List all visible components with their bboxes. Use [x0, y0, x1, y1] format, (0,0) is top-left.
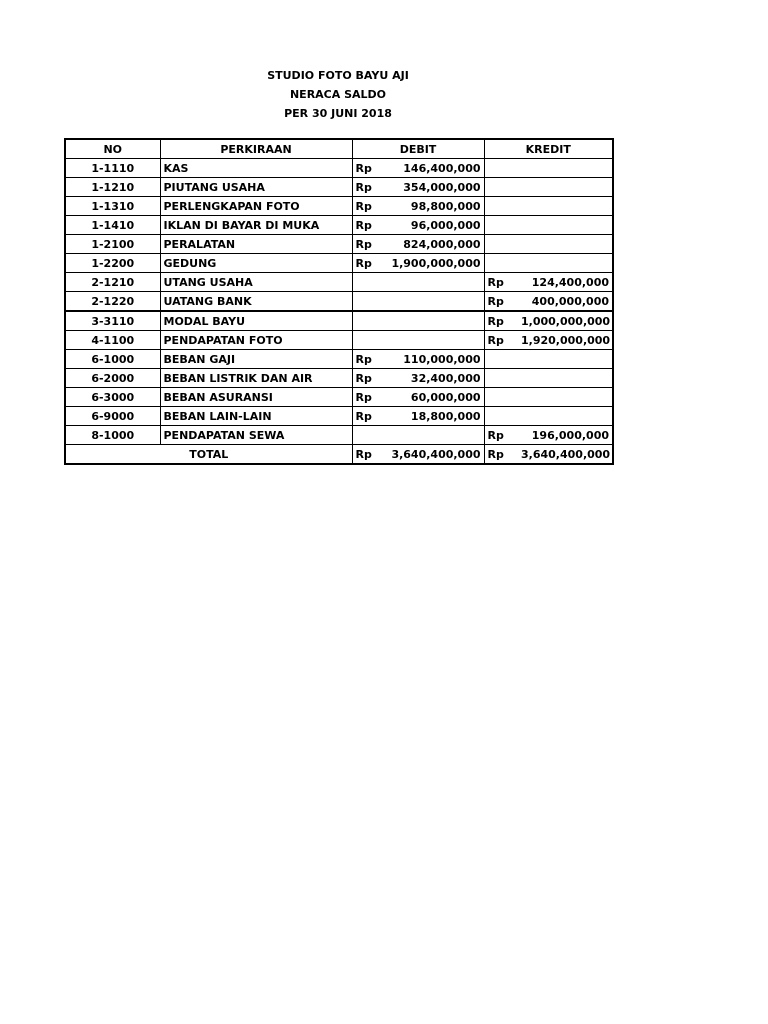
account-name: BEBAN LAIN-LAIN: [160, 407, 352, 426]
debit-amount: [386, 292, 484, 312]
debit-currency: [352, 331, 386, 350]
table-row: [65, 331, 613, 350]
table-header-row: [65, 139, 613, 159]
debit-amount: 1,900,000,000: [386, 254, 484, 273]
debit-currency: [352, 292, 386, 312]
kredit-currency: Rp: [484, 273, 518, 292]
table-row: [65, 407, 613, 426]
table-row: [65, 197, 613, 216]
trial-balance-table: [64, 138, 614, 465]
debit-amount: [386, 426, 484, 445]
column-header-kredit: KREDIT: [484, 139, 613, 159]
debit-amount: 824,000,000: [386, 235, 484, 254]
kredit-amount: 196,000,000: [518, 426, 613, 445]
report-header: [0, 66, 676, 123]
kredit-currency: [484, 159, 518, 178]
debit-amount: [386, 331, 484, 350]
debit-amount: 354,000,000: [386, 178, 484, 197]
kredit-currency: [484, 197, 518, 216]
account-name: IKLAN DI BAYAR DI MUKA: [160, 216, 352, 235]
kredit-currency: [484, 235, 518, 254]
kredit-amount: [518, 235, 613, 254]
kredit-amount: [518, 388, 613, 407]
debit-currency: Rp: [352, 350, 386, 369]
debit-amount: [386, 273, 484, 292]
debit-currency: Rp: [352, 235, 386, 254]
account-number: 1-1410: [65, 216, 160, 235]
table-row: [65, 350, 613, 369]
debit-amount: [386, 311, 484, 331]
kredit-amount: [518, 369, 613, 388]
debit-currency: [352, 273, 386, 292]
debit-currency: Rp: [352, 178, 386, 197]
account-number: 6-9000: [65, 407, 160, 426]
account-name: UTANG USAHA: [160, 273, 352, 292]
total-label: TOTAL: [65, 445, 352, 465]
kredit-amount: 1,000,000,000: [518, 311, 613, 331]
kredit-amount: 124,400,000: [518, 273, 613, 292]
account-name: KAS: [160, 159, 352, 178]
kredit-amount: [518, 350, 613, 369]
table-row: [65, 369, 613, 388]
kredit-amount: [518, 178, 613, 197]
account-number: 8-1000: [65, 426, 160, 445]
kredit-currency: [484, 369, 518, 388]
kredit-currency: [484, 407, 518, 426]
table-row: [65, 235, 613, 254]
debit-amount: 96,000,000: [386, 216, 484, 235]
account-name: PENDAPATAN FOTO: [160, 331, 352, 350]
kredit-amount: [518, 216, 613, 235]
total-kredit-currency: Rp: [484, 445, 518, 465]
debit-currency: Rp: [352, 159, 386, 178]
account-number: 1-2100: [65, 235, 160, 254]
debit-amount: 98,800,000: [386, 197, 484, 216]
total-debit-currency: Rp: [352, 445, 386, 465]
kredit-currency: [484, 388, 518, 407]
debit-amount: 18,800,000: [386, 407, 484, 426]
column-header-debit: DEBIT: [352, 139, 484, 159]
kredit-amount: 400,000,000: [518, 292, 613, 312]
debit-currency: [352, 426, 386, 445]
table-row: [65, 292, 613, 312]
kredit-amount: [518, 254, 613, 273]
account-name: MODAL BAYU: [160, 311, 352, 331]
kredit-currency: [484, 254, 518, 273]
kredit-currency: Rp: [484, 292, 518, 312]
debit-amount: 146,400,000: [386, 159, 484, 178]
table-row: [65, 311, 613, 331]
debit-amount: 60,000,000: [386, 388, 484, 407]
account-number: 4-1100: [65, 331, 160, 350]
debit-amount: 32,400,000: [386, 369, 484, 388]
debit-currency: Rp: [352, 369, 386, 388]
kredit-amount: [518, 197, 613, 216]
account-number: 2-1210: [65, 273, 160, 292]
debit-currency: Rp: [352, 254, 386, 273]
account-name: PIUTANG USAHA: [160, 178, 352, 197]
debit-currency: Rp: [352, 216, 386, 235]
debit-currency: Rp: [352, 197, 386, 216]
debit-amount: 110,000,000: [386, 350, 484, 369]
account-name: BEBAN LISTRIK DAN AIR: [160, 369, 352, 388]
kredit-currency: Rp: [484, 331, 518, 350]
account-number: 6-2000: [65, 369, 160, 388]
account-name: PERALATAN: [160, 235, 352, 254]
column-header-perkiraan: PERKIRAAN: [160, 139, 352, 159]
debit-currency: Rp: [352, 407, 386, 426]
account-number: 6-1000: [65, 350, 160, 369]
column-header-no: NO: [65, 139, 160, 159]
table-row: [65, 178, 613, 197]
table-row: [65, 388, 613, 407]
kredit-currency: Rp: [484, 426, 518, 445]
account-name: PENDAPATAN SEWA: [160, 426, 352, 445]
table-row: [65, 273, 613, 292]
kredit-currency: [484, 350, 518, 369]
table-row: [65, 159, 613, 178]
account-number: 1-1110: [65, 159, 160, 178]
table-row: [65, 216, 613, 235]
account-number: 3-3110: [65, 311, 160, 331]
kredit-amount: [518, 407, 613, 426]
total-kredit-amount: 3,640,400,000: [518, 445, 613, 465]
debit-currency: Rp: [352, 388, 386, 407]
table-row: [65, 254, 613, 273]
total-debit-amount: 3,640,400,000: [386, 445, 484, 465]
kredit-currency: [484, 216, 518, 235]
kredit-currency: Rp: [484, 311, 518, 331]
account-name: PERLENGKAPAN FOTO: [160, 197, 352, 216]
total-row: [65, 445, 613, 465]
table-row: [65, 426, 613, 445]
account-name: BEBAN GAJI: [160, 350, 352, 369]
account-name: GEDUNG: [160, 254, 352, 273]
kredit-amount: [518, 159, 613, 178]
account-number: 1-1310: [65, 197, 160, 216]
report-title: NERACA SALDO: [289, 88, 387, 101]
account-number: 2-1220: [65, 292, 160, 312]
report-period: PER 30 JUNI 2018: [284, 107, 392, 120]
company-name: STUDIO FOTO BAYU AJI: [267, 69, 409, 82]
account-name: UATANG BANK: [160, 292, 352, 312]
account-number: 1-2200: [65, 254, 160, 273]
account-number: 6-3000: [65, 388, 160, 407]
debit-currency: [352, 311, 386, 331]
account-number: 1-1210: [65, 178, 160, 197]
account-name: BEBAN ASURANSI: [160, 388, 352, 407]
kredit-currency: [484, 178, 518, 197]
kredit-amount: 1,920,000,000: [518, 331, 613, 350]
